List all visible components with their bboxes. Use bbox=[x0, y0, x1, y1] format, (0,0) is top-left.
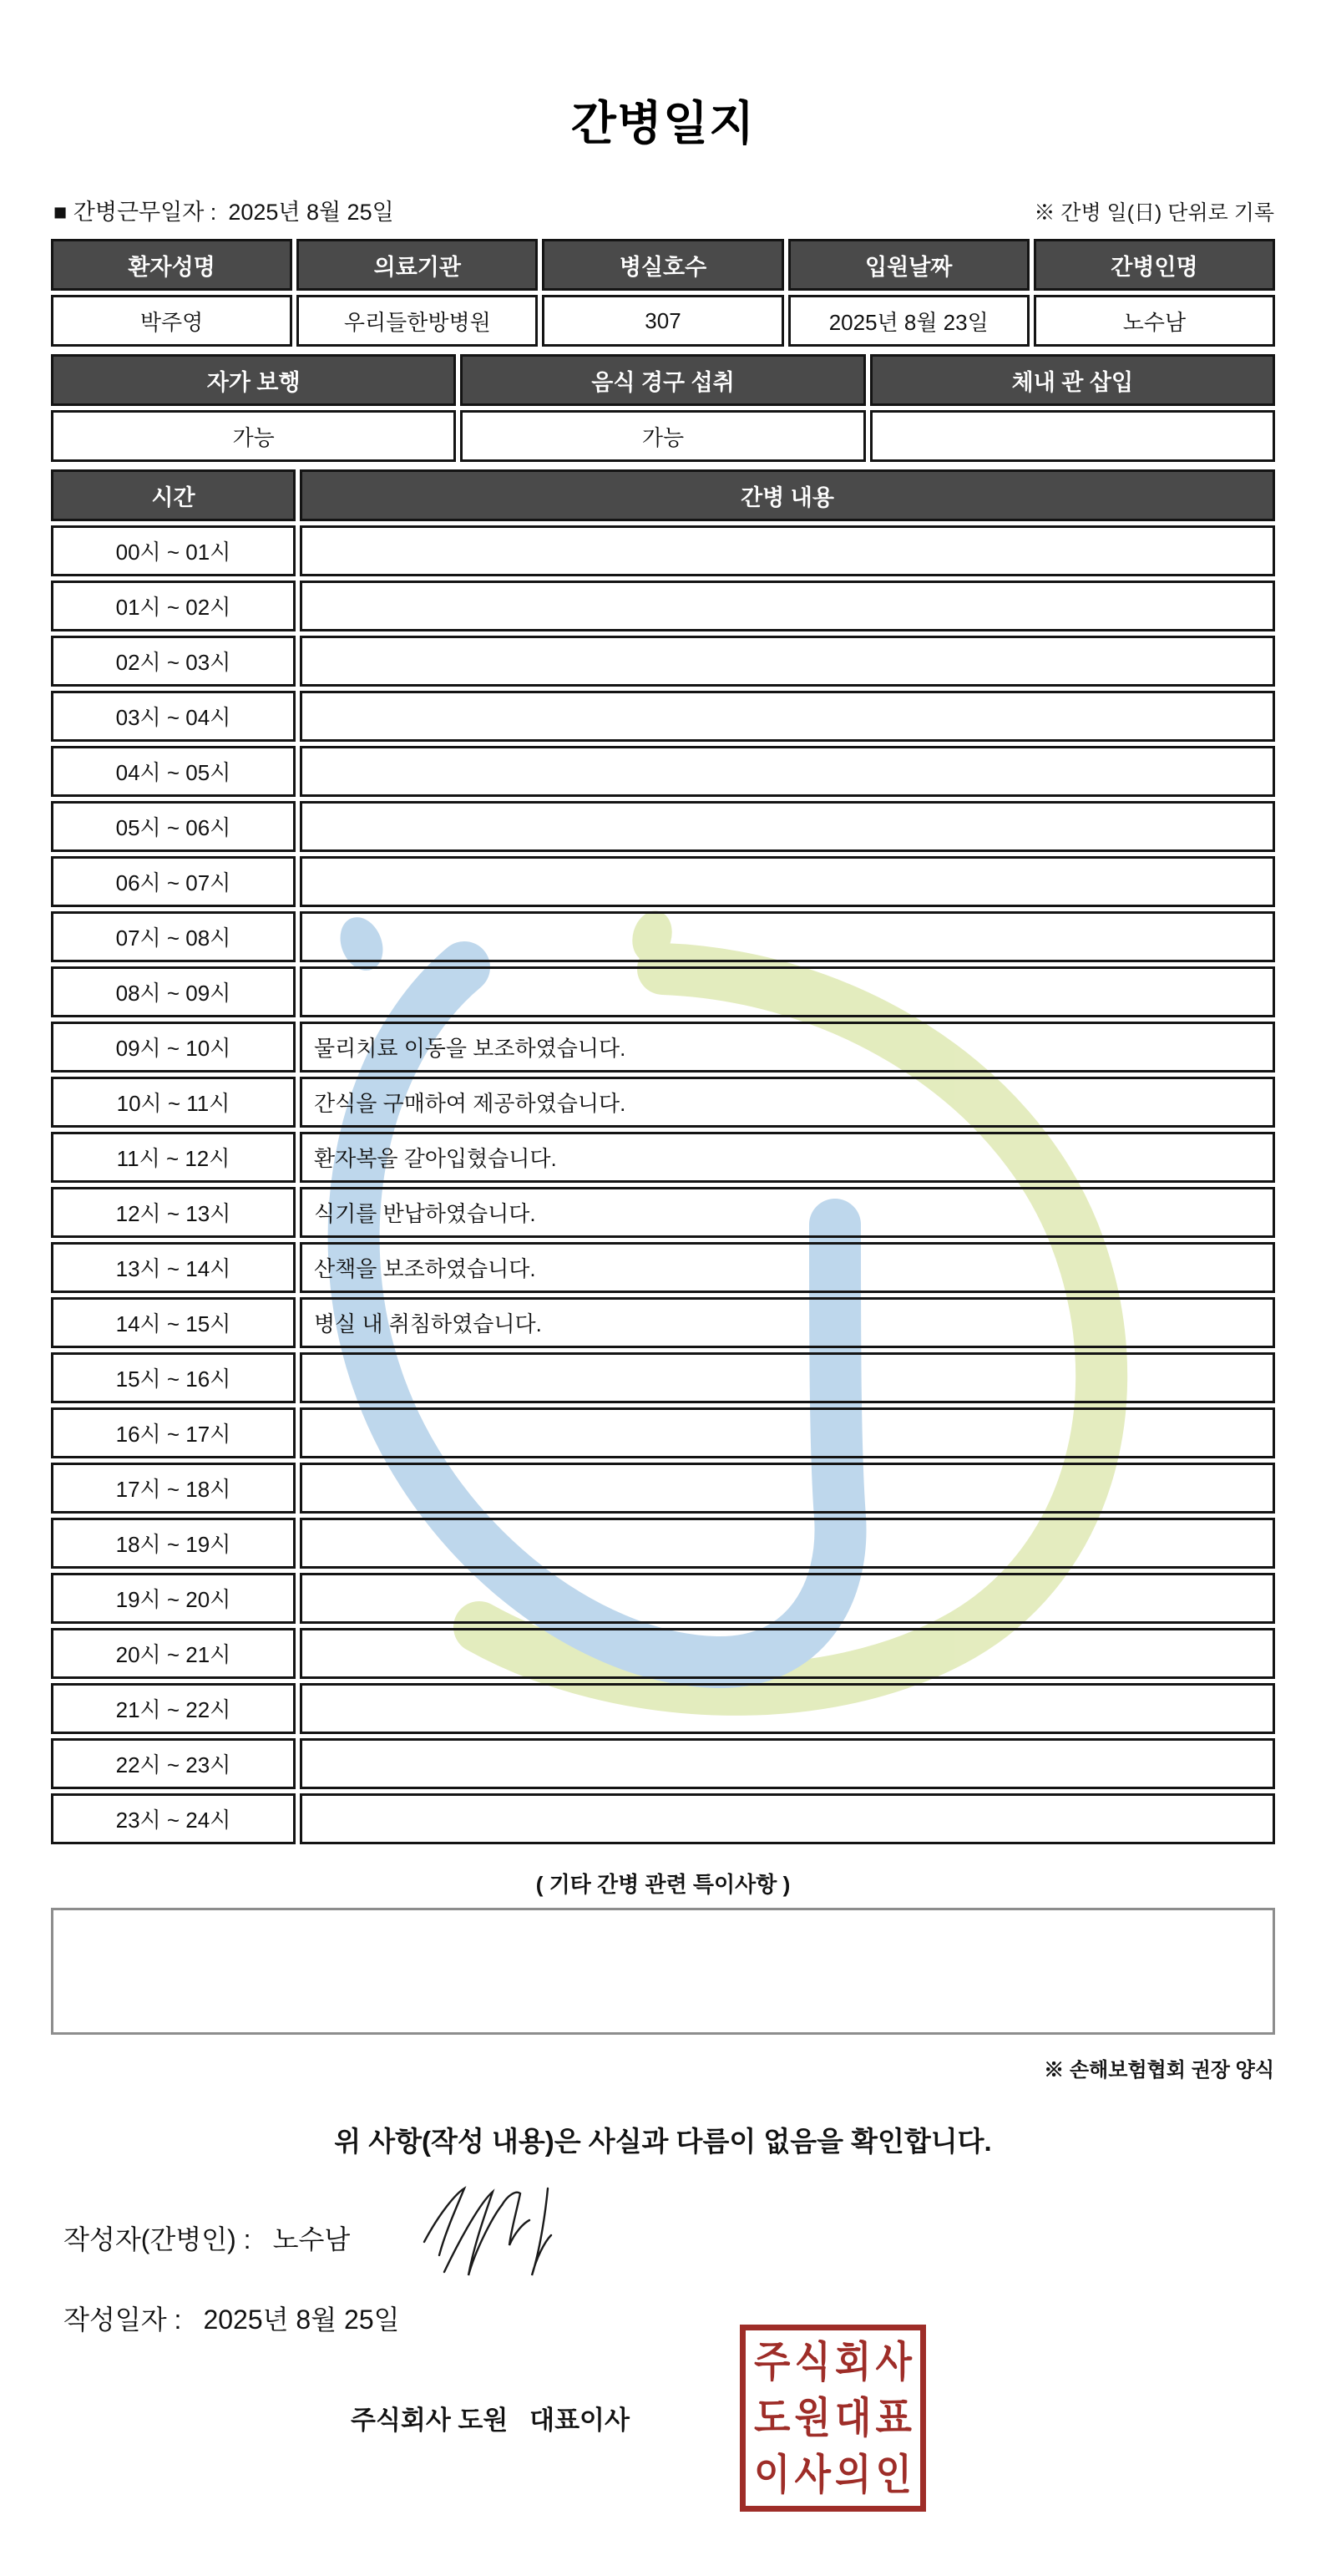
write-date-value: 2025년 8월 25일 bbox=[203, 2305, 400, 2335]
schedule-time-cell: 04시 ~ 05시 bbox=[51, 746, 296, 797]
patient-header-cell: 의료기관 bbox=[296, 239, 538, 291]
schedule-content-cell bbox=[300, 1352, 1275, 1403]
schedule-content-cell bbox=[300, 911, 1275, 962]
schedule-time-cell: 19시 ~ 20시 bbox=[51, 1573, 296, 1624]
schedule-time-header: 시간 bbox=[51, 469, 296, 521]
schedule-time-cell: 08시 ~ 09시 bbox=[51, 966, 296, 1017]
unit-note: ※ 간병 일(日) 단위로 기록 bbox=[1034, 201, 1274, 225]
schedule-content-header: 간병 내용 bbox=[300, 469, 1275, 521]
schedule-time-cell: 06시 ~ 07시 bbox=[51, 856, 296, 907]
schedule-time-cell: 20시 ~ 21시 bbox=[51, 1628, 296, 1679]
page-title: 간병일지 bbox=[570, 97, 756, 150]
patient-info-table bbox=[51, 239, 1275, 347]
patient-header-cell: 입원날짜 bbox=[788, 239, 1030, 291]
stamp-text-row: 도원대표 bbox=[754, 2394, 916, 2442]
schedule-time-cell: 03시 ~ 04시 bbox=[51, 691, 296, 742]
patient-header-cell: 환자성명 bbox=[51, 239, 292, 291]
schedule-time-cell: 12시 ~ 13시 bbox=[51, 1187, 296, 1238]
schedule-content-cell: 산책을 보조하였습니다. bbox=[300, 1242, 1275, 1293]
caregiver-signature bbox=[416, 2182, 574, 2295]
patient-value-cell: 2025년 8월 23일 bbox=[788, 295, 1030, 347]
schedule-time-cell: 01시 ~ 02시 bbox=[51, 581, 296, 631]
schedule-time-cell: 17시 ~ 18시 bbox=[51, 1463, 296, 1514]
schedule-time-cell: 18시 ~ 19시 bbox=[51, 1518, 296, 1569]
confirmation-statement: 위 사항(작성 내용)은 사실과 다름이 없음을 확인합니다. bbox=[334, 2126, 992, 2157]
status-header-cell: 음식 경구 섭취 bbox=[460, 354, 865, 406]
schedule-time-cell: 00시 ~ 01시 bbox=[51, 525, 296, 576]
status-value-cell bbox=[870, 410, 1275, 462]
schedule-content-cell bbox=[300, 1573, 1275, 1624]
notes-box bbox=[51, 1908, 1275, 2035]
schedule-time-cell: 13시 ~ 14시 bbox=[51, 1242, 296, 1293]
schedule-content-cell bbox=[300, 1463, 1275, 1514]
care-schedule-table bbox=[51, 469, 1275, 1844]
patient-header-cell: 간병인명 bbox=[1034, 239, 1275, 291]
schedule-time-cell: 22시 ~ 23시 bbox=[51, 1738, 296, 1789]
schedule-content-cell bbox=[300, 1738, 1275, 1789]
care-work-date-label: ■ 간병근무일자 : bbox=[53, 200, 217, 225]
schedule-content-cell bbox=[300, 966, 1275, 1017]
schedule-content-cell bbox=[300, 1518, 1275, 1569]
schedule-time-cell: 16시 ~ 17시 bbox=[51, 1407, 296, 1458]
status-header-cell: 체내 관 삽입 bbox=[870, 354, 1275, 406]
status-value-cell: 가능 bbox=[51, 410, 456, 462]
schedule-time-cell: 11시 ~ 12시 bbox=[51, 1132, 296, 1183]
patient-value-cell: 노수남 bbox=[1034, 295, 1275, 347]
patient-header-cell: 병실호수 bbox=[542, 239, 783, 291]
status-header-cell: 자가 보행 bbox=[51, 354, 456, 406]
schedule-time-cell: 21시 ~ 22시 bbox=[51, 1683, 296, 1734]
schedule-content-cell bbox=[300, 525, 1275, 576]
status-value-cell: 가능 bbox=[460, 410, 865, 462]
notes-title: ( 기타 간병 관련 특이사항 ) bbox=[535, 1872, 791, 1897]
schedule-content-cell: 물리치료 이동을 보조하였습니다. bbox=[300, 1022, 1275, 1072]
schedule-content-cell bbox=[300, 1628, 1275, 1679]
stamp-text-row: 이사의인 bbox=[754, 2450, 916, 2498]
company-line: 주식회사 도원 대표이사 bbox=[351, 2406, 630, 2435]
schedule-content-cell: 환자복을 갈아입혔습니다. bbox=[300, 1132, 1275, 1183]
schedule-content-cell bbox=[300, 1683, 1275, 1734]
writer-name: 노수남 bbox=[272, 2224, 351, 2254]
schedule-time-cell: 23시 ~ 24시 bbox=[51, 1793, 296, 1844]
patient-value-cell: 박주영 bbox=[51, 295, 292, 347]
corporate-seal-stamp bbox=[740, 2325, 926, 2512]
schedule-content-cell bbox=[300, 691, 1275, 742]
schedule-content-cell: 병실 내 취침하였습니다. bbox=[300, 1297, 1275, 1348]
schedule-content-cell bbox=[300, 1793, 1275, 1844]
schedule-time-cell: 07시 ~ 08시 bbox=[51, 911, 296, 962]
schedule-content-cell bbox=[300, 746, 1275, 797]
stamp-text-row: 주식회사 bbox=[754, 2338, 916, 2386]
schedule-time-cell: 02시 ~ 03시 bbox=[51, 636, 296, 687]
form-note: ※ 손해보험협회 권장 양식 bbox=[1044, 2059, 1274, 2082]
patient-value-cell: 우리들한방병원 bbox=[296, 295, 538, 347]
patient-status-table bbox=[51, 354, 1275, 462]
write-date-label: 작성일자 : bbox=[63, 2305, 182, 2335]
schedule-time-cell: 05시 ~ 06시 bbox=[51, 801, 296, 852]
schedule-content-cell bbox=[300, 636, 1275, 687]
schedule-content-cell: 간식을 구매하여 제공하였습니다. bbox=[300, 1077, 1275, 1128]
writer-label: 작성자(간병인) : bbox=[63, 2224, 251, 2254]
schedule-content-cell bbox=[300, 801, 1275, 852]
schedule-time-cell: 09시 ~ 10시 bbox=[51, 1022, 296, 1072]
schedule-content-cell bbox=[300, 581, 1275, 631]
schedule-content-cell: 식기를 반납하였습니다. bbox=[300, 1187, 1275, 1238]
care-work-date-value: 2025년 8월 25일 bbox=[228, 200, 394, 225]
schedule-content-cell bbox=[300, 856, 1275, 907]
schedule-content-cell bbox=[300, 1407, 1275, 1458]
patient-value-cell: 307 bbox=[542, 295, 783, 347]
schedule-time-cell: 14시 ~ 15시 bbox=[51, 1297, 296, 1348]
schedule-time-cell: 10시 ~ 11시 bbox=[51, 1077, 296, 1128]
schedule-time-cell: 15시 ~ 16시 bbox=[51, 1352, 296, 1403]
